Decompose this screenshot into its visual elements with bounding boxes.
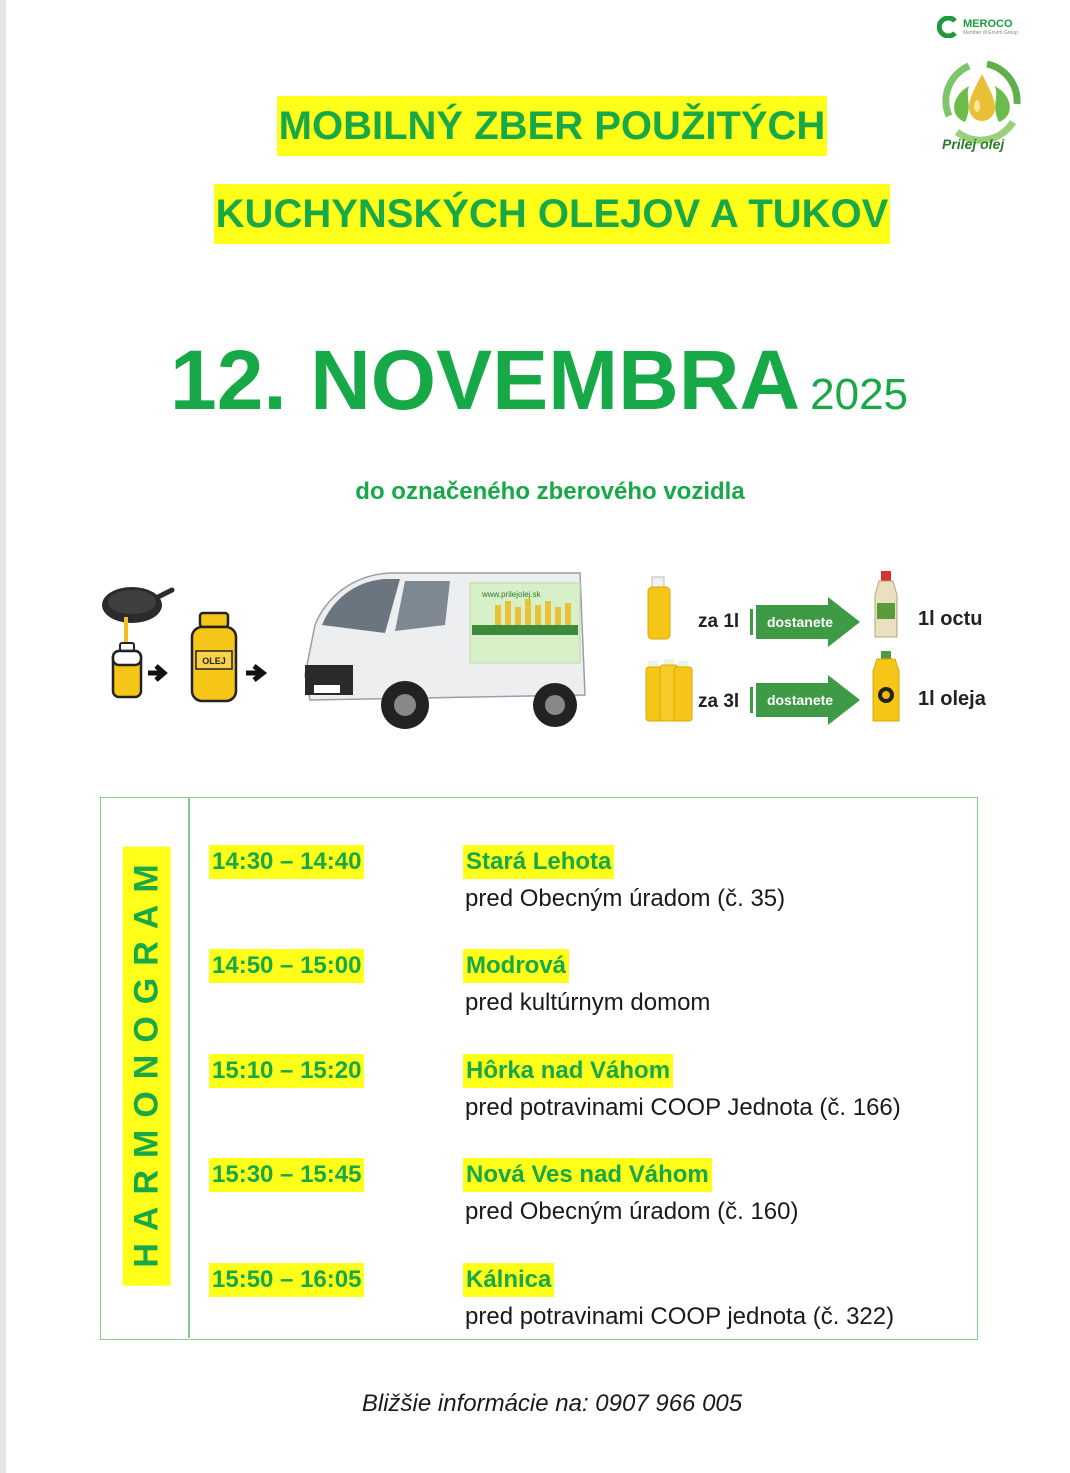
- exchange-row-2: [646, 651, 987, 725]
- olej-jug-icon: [192, 613, 236, 701]
- exchange-give-1: za 1l: [698, 611, 740, 632]
- sunflower-oil-bottle-icon: [873, 651, 899, 721]
- exchange-give-2: za 3l: [698, 691, 740, 712]
- title-line-2: KUCHYNSKÝCH OLEJOV A TUKOV: [214, 184, 891, 244]
- exchange-arrow-1: dostanete: [766, 614, 834, 630]
- exchange-row-1: [648, 571, 982, 647]
- title-line-2-wrap: [17, 184, 1070, 244]
- exchange-get-2: 1l oleja: [918, 688, 986, 710]
- collection-illustration: [100, 555, 1000, 745]
- event-date: [170, 332, 908, 429]
- date-day-month: 12. NOVEMBRA: [170, 333, 801, 427]
- stop-place: Modrová: [463, 949, 569, 983]
- stop-address: pred Obecným úradom (č. 35): [465, 885, 786, 912]
- stop-address: pred potravinami COOP jednota (č. 322): [465, 1303, 895, 1330]
- brand-sub: Member of Enviro Group: [963, 29, 1018, 36]
- frying-pan-icon: [102, 587, 172, 643]
- schedule-label: HARMONOGRAM: [123, 846, 171, 1285]
- stop-time: 15:50 – 16:05: [209, 1263, 364, 1297]
- stop-place: Hôrka nad Váhom: [463, 1054, 673, 1088]
- title-line-1-wrap: [17, 96, 1070, 156]
- subtitle: do označeného zberového vozidla: [355, 478, 745, 505]
- schedule-divider: [188, 798, 190, 1338]
- van-url: www.prilejolej.sk: [482, 590, 541, 599]
- exchange-arrow-2: dostanete: [766, 692, 834, 708]
- stop-time: 14:50 – 15:00: [209, 949, 364, 983]
- vinegar-bottle-icon: [875, 571, 897, 637]
- oil-bottle-icon: [113, 643, 141, 697]
- stop-address: pred Obecným úradom (č. 160): [465, 1198, 799, 1225]
- brand-block: [937, 16, 1018, 38]
- brand-name: MEROCO: [963, 17, 1013, 30]
- stop-place: Kálnica: [463, 1263, 554, 1297]
- stop-place: Stará Lehota: [463, 845, 614, 879]
- logo-caption: Prilej olej: [942, 136, 1005, 152]
- stop-address: pred kultúrnym domom: [465, 989, 711, 1016]
- stop-time: 15:10 – 15:20: [209, 1054, 364, 1088]
- exchange-get-1: 1l octu: [918, 608, 983, 630]
- van-icon: [305, 573, 585, 729]
- footer-contact: Bližšie informácie na: 0907 966 005: [361, 1390, 743, 1417]
- stop-place: Nová Ves nad Váhom: [463, 1158, 712, 1192]
- meroco-mark-icon: [937, 16, 959, 38]
- page-edge: [0, 0, 6, 1473]
- date-year: 2025: [810, 370, 909, 419]
- stop-address: pred potravinami COOP Jednota (č. 166): [465, 1094, 901, 1121]
- title-line-1: MOBILNÝ ZBER POUŽITÝCH: [277, 96, 828, 156]
- stop-time: 14:30 – 14:40: [209, 845, 364, 879]
- schedule-table: [100, 797, 978, 1340]
- stop-time: 15:30 – 15:45: [209, 1158, 364, 1192]
- jug-label: OLEJ: [202, 656, 226, 666]
